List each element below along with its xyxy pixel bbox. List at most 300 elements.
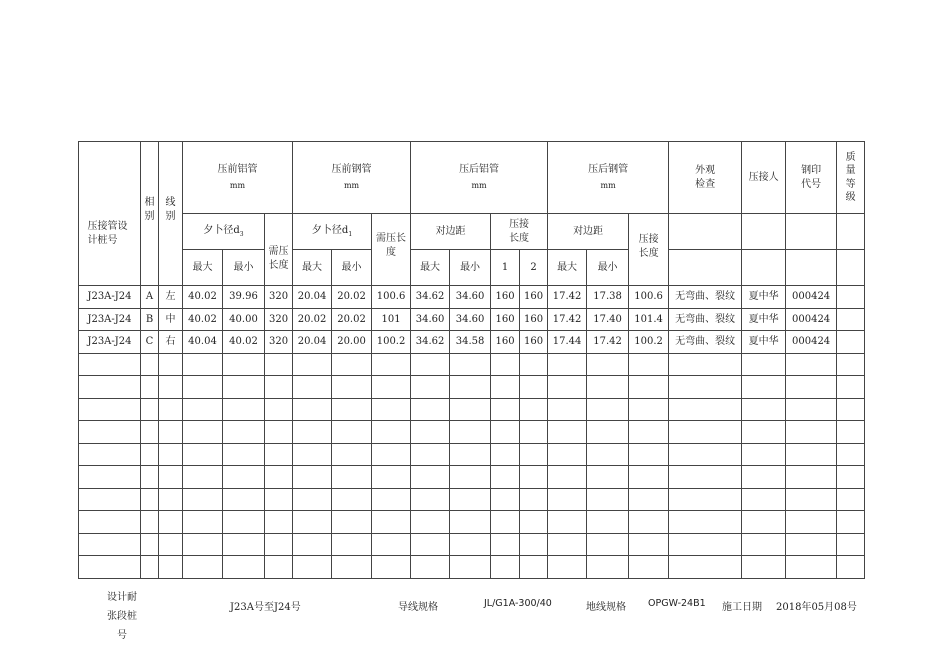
empty-cell [223,556,265,579]
empty-cell [141,353,159,376]
empty-cell [548,421,587,444]
empty-cell [372,421,411,444]
empty-cell [450,556,491,579]
header-two: 2 [520,250,548,286]
empty-cell [548,511,587,534]
empty-cell [223,533,265,556]
empty-cell [450,421,491,444]
empty-cell [629,511,669,534]
empty-cell [837,466,865,489]
empty-row [79,556,865,579]
empty-cell [669,556,742,579]
empty-cell [141,533,159,556]
cell-aa-min: 34.58 [450,331,491,354]
empty-cell [669,488,742,511]
table-row [79,308,865,331]
empty-cell [450,376,491,399]
empty-cell [786,466,837,489]
empty-cell [141,443,159,466]
cell-aa-min: 34.60 [450,286,491,309]
empty-cell [183,556,223,579]
empty-cell [629,466,669,489]
header-al-after: 压后铝管 mm [411,142,548,214]
empty-cell [159,443,183,466]
empty-cell [548,488,587,511]
empty-cell [293,353,332,376]
empty-cell [629,398,669,421]
empty-cell [837,421,865,444]
cell-al-min: 39.96 [223,286,265,309]
cell-sa-max: 17.42 [548,286,587,309]
header-outer-dia-al: 夕卜径$d_3$ [183,214,265,250]
header-req-len-al: 需压长度 [265,214,293,286]
empty-cell [669,398,742,421]
empty-cell [629,443,669,466]
empty-cell [183,376,223,399]
empty-row [79,398,865,421]
footer-date-value: 2018年05月08号 [776,602,857,613]
empty-cell [411,533,450,556]
cell-quality [837,286,865,309]
empty-cell [742,488,786,511]
empty-cell [141,511,159,534]
empty-cell [669,466,742,489]
empty-cell [742,556,786,579]
empty-cell [786,533,837,556]
cell-sa-min: 17.38 [587,286,629,309]
empty-cell [265,443,293,466]
empty-cell [837,398,865,421]
cell-aa-l1: 160 [491,308,520,331]
cell-operator: 夏中华 [742,331,786,354]
empty-cell [265,556,293,579]
empty-cell [491,511,520,534]
cell-st-max: 20.04 [293,331,332,354]
empty-cell [629,421,669,444]
empty-cell [332,421,372,444]
empty-cell [265,533,293,556]
empty-cell [786,511,837,534]
empty-cell [669,376,742,399]
header-blank [742,214,786,250]
header-blank [742,250,786,286]
empty-cell [265,353,293,376]
header-min: 最小 [450,250,491,286]
header-min: 最小 [332,250,372,286]
empty-cell [293,398,332,421]
empty-cell [587,353,629,376]
cell-appearance: 无弯曲、裂纹 [669,286,742,309]
empty-cell [372,376,411,399]
empty-cell [587,376,629,399]
empty-cell [786,398,837,421]
cell-sa-max: 17.44 [548,331,587,354]
empty-cell [548,376,587,399]
cell-al-max: 40.02 [183,286,223,309]
crimp-record-table [78,141,865,579]
empty-row [79,421,865,444]
empty-cell [372,466,411,489]
empty-cell [141,398,159,421]
cell-aa-max: 34.60 [411,308,450,331]
empty-cell [742,376,786,399]
empty-cell [141,376,159,399]
cell-sa-len: 100.6 [629,286,669,309]
empty-cell [159,466,183,489]
empty-cell [411,443,450,466]
empty-cell [587,466,629,489]
footer-segment-value: J23A号至J24号 [230,602,301,613]
empty-cell [411,466,450,489]
cell-al-max: 40.04 [183,331,223,354]
empty-cell [411,353,450,376]
empty-cell [159,398,183,421]
header-flat-dist-al: 对边距 [411,214,491,250]
cell-line: 右 [159,331,183,354]
empty-cell [332,511,372,534]
cell-pile: J23A-J24 [79,286,141,309]
empty-cell [629,556,669,579]
empty-cell [332,488,372,511]
cell-sa-len: 100.2 [629,331,669,354]
empty-cell [332,466,372,489]
header-phase: 相别 [141,142,159,286]
empty-cell [293,533,332,556]
empty-cell [520,398,548,421]
empty-cell [587,398,629,421]
empty-cell [372,398,411,421]
empty-cell [837,376,865,399]
empty-cell [223,466,265,489]
empty-cell [587,556,629,579]
empty-cell [837,511,865,534]
empty-row [79,353,865,376]
header-outer-dia-st: 夕卜径$d_1$ [293,214,372,250]
cell-pile: J23A-J24 [79,331,141,354]
empty-cell [265,511,293,534]
empty-cell [548,353,587,376]
empty-cell [159,376,183,399]
empty-cell [411,556,450,579]
empty-cell [669,511,742,534]
empty-cell [520,466,548,489]
cell-stamp: 000424 [786,331,837,354]
cell-aa-l2: 160 [520,331,548,354]
empty-cell [837,488,865,511]
header-operator: 压接人 [742,142,786,214]
empty-cell [372,353,411,376]
empty-cell [491,376,520,399]
empty-cell [786,443,837,466]
footer-conductor-label: 导线规格 [398,602,438,613]
empty-cell [265,398,293,421]
empty-cell [141,488,159,511]
empty-cell [293,488,332,511]
empty-cell [548,466,587,489]
cell-stamp: 000424 [786,286,837,309]
empty-cell [520,556,548,579]
empty-cell [159,353,183,376]
empty-cell [520,353,548,376]
footer-conductor-value: JL/G1A-300/40 [484,598,552,609]
header-st-after: 压后钢管 mm [548,142,669,214]
empty-cell [332,376,372,399]
empty-row [79,511,865,534]
cell-sa-min: 17.42 [587,331,629,354]
empty-cell [141,421,159,444]
empty-cell [79,488,141,511]
empty-cell [159,533,183,556]
empty-cell [491,353,520,376]
empty-cell [372,556,411,579]
empty-cell [223,511,265,534]
empty-cell [332,556,372,579]
empty-cell [742,443,786,466]
empty-cell [548,443,587,466]
cell-aa-l1: 160 [491,286,520,309]
empty-cell [450,398,491,421]
table-row [79,286,865,309]
header-pile-no: 压接管设计桩号 [79,142,141,286]
header-blank [837,214,865,250]
cell-st-min: 20.00 [332,331,372,354]
empty-cell [411,376,450,399]
empty-cell [183,511,223,534]
cell-sa-min: 17.40 [587,308,629,331]
empty-cell [587,488,629,511]
header-st-before: 压前钢管 mm [293,142,411,214]
empty-cell [450,443,491,466]
cell-line: 中 [159,308,183,331]
empty-cell [491,556,520,579]
empty-cell [293,421,332,444]
empty-cell [79,376,141,399]
cell-phase: A [141,286,159,309]
empty-cell [629,488,669,511]
empty-cell [372,488,411,511]
header-stamp: 钢印代号 [786,142,837,214]
empty-cell [293,443,332,466]
empty-cell [183,533,223,556]
empty-cell [786,488,837,511]
empty-cell [742,353,786,376]
empty-cell [223,488,265,511]
empty-cell [141,556,159,579]
empty-cell [629,353,669,376]
empty-cell [520,533,548,556]
empty-cell [79,556,141,579]
empty-cell [372,443,411,466]
cell-aa-l1: 160 [491,331,520,354]
empty-cell [837,533,865,556]
empty-cell [159,511,183,534]
cell-appearance: 无弯曲、裂纹 [669,308,742,331]
empty-cell [223,443,265,466]
empty-row [79,488,865,511]
header-blank [837,250,865,286]
empty-cell [786,376,837,399]
cell-stamp: 000424 [786,308,837,331]
empty-cell [183,398,223,421]
empty-cell [223,376,265,399]
table-row [79,331,865,354]
empty-cell [450,533,491,556]
empty-row [79,466,865,489]
empty-cell [79,353,141,376]
cell-sa-len: 101.4 [629,308,669,331]
header-min: 最小 [587,250,629,286]
cell-phase: C [141,331,159,354]
empty-cell [265,466,293,489]
header-max: 最大 [411,250,450,286]
footer-ground-value: OPGW-24B1 [648,598,706,609]
empty-cell [411,488,450,511]
empty-cell [491,443,520,466]
empty-cell [669,421,742,444]
empty-cell [520,376,548,399]
empty-cell [183,421,223,444]
empty-cell [183,353,223,376]
empty-cell [293,511,332,534]
cell-aa-min: 34.60 [450,308,491,331]
empty-cell [411,511,450,534]
empty-cell [786,556,837,579]
empty-cell [411,398,450,421]
empty-cell [629,376,669,399]
empty-cell [491,398,520,421]
empty-cell [548,533,587,556]
cell-al-max: 40.02 [183,308,223,331]
cell-line: 左 [159,286,183,309]
empty-cell [491,466,520,489]
empty-row [79,376,865,399]
cell-st-len: 100.2 [372,331,411,354]
cell-aa-l2: 160 [520,308,548,331]
header-one: 1 [491,250,520,286]
empty-cell [223,421,265,444]
cell-quality [837,331,865,354]
cell-operator: 夏中华 [742,308,786,331]
cell-aa-max: 34.62 [411,331,450,354]
cell-al-len: 320 [265,308,293,331]
header-blank [786,250,837,286]
cell-quality [837,308,865,331]
empty-cell [411,421,450,444]
header-max: 最大 [548,250,587,286]
empty-cell [293,556,332,579]
empty-cell [79,398,141,421]
header-min: 最小 [223,250,265,286]
empty-cell [79,511,141,534]
header-blank [786,214,837,250]
header-req-len-st: 需压长度 [372,214,411,286]
cell-al-min: 40.02 [223,331,265,354]
empty-cell [520,488,548,511]
empty-cell [742,398,786,421]
empty-cell [332,353,372,376]
cell-sa-max: 17.42 [548,308,587,331]
empty-cell [669,353,742,376]
empty-cell [265,421,293,444]
empty-cell [587,511,629,534]
empty-cell [450,488,491,511]
empty-cell [548,556,587,579]
empty-cell [548,398,587,421]
empty-cell [491,488,520,511]
cell-al-len: 320 [265,286,293,309]
empty-cell [79,466,141,489]
empty-cell [742,533,786,556]
header-line: 线别 [159,142,183,286]
empty-cell [629,533,669,556]
empty-row [79,443,865,466]
empty-cell [742,421,786,444]
empty-cell [742,511,786,534]
empty-cell [79,421,141,444]
header-flat-dist-st: 对边距 [548,214,629,250]
cell-aa-max: 34.62 [411,286,450,309]
empty-cell [450,511,491,534]
empty-cell [141,466,159,489]
empty-cell [79,443,141,466]
header-press-len-st: 压接长度 [629,214,669,286]
empty-cell [332,533,372,556]
empty-cell [450,466,491,489]
cell-pile: J23A-J24 [79,308,141,331]
cell-st-max: 20.04 [293,286,332,309]
empty-cell [183,466,223,489]
empty-cell [183,488,223,511]
cell-phase: B [141,308,159,331]
header-blank [669,250,742,286]
header-quality: 质量等级 [837,142,865,214]
cell-appearance: 无弯曲、裂纹 [669,331,742,354]
empty-cell [183,443,223,466]
cell-st-max: 20.02 [293,308,332,331]
empty-cell [159,421,183,444]
empty-cell [520,421,548,444]
empty-cell [332,443,372,466]
empty-cell [837,443,865,466]
header-max: 最大 [293,250,332,286]
header-blank [669,214,742,250]
cell-operator: 夏中华 [742,286,786,309]
empty-cell [587,533,629,556]
empty-cell [265,376,293,399]
empty-cell [837,353,865,376]
empty-cell [669,533,742,556]
empty-cell [223,398,265,421]
empty-cell [293,466,332,489]
empty-cell [159,488,183,511]
empty-row [79,533,865,556]
header-appearance: 外观检查 [669,142,742,214]
empty-cell [293,376,332,399]
footer-segment-label: 设计耐张段桩号 [107,592,137,641]
empty-cell [491,421,520,444]
empty-cell [742,466,786,489]
empty-cell [786,353,837,376]
header-press-len-al: 压接长度 [491,214,548,250]
empty-cell [587,421,629,444]
empty-cell [450,353,491,376]
empty-cell [520,511,548,534]
empty-cell [491,533,520,556]
header-max: 最大 [183,250,223,286]
empty-cell [520,443,548,466]
empty-cell [332,398,372,421]
cell-st-len: 100.6 [372,286,411,309]
